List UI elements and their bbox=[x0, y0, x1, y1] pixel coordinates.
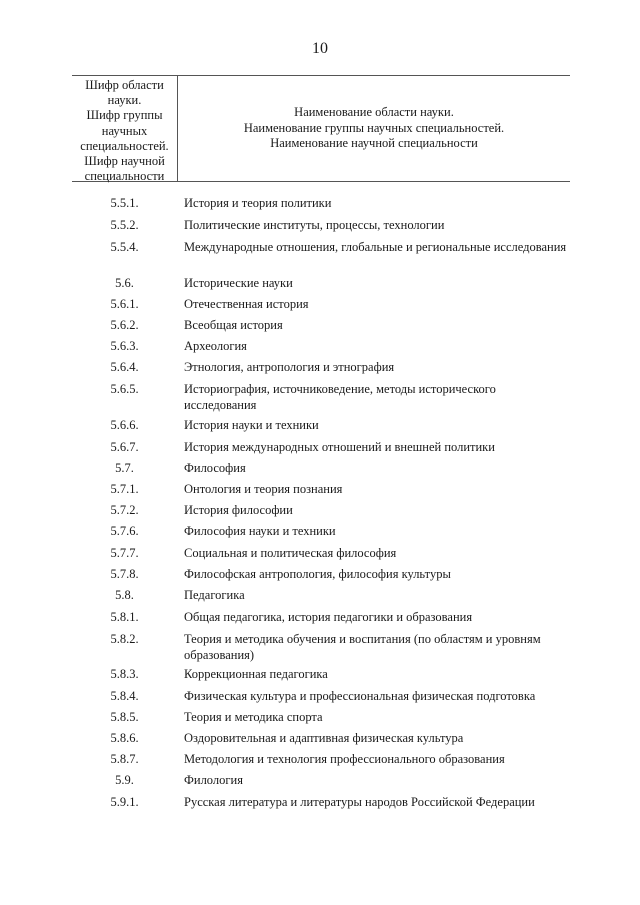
header-code-line: специальности bbox=[84, 169, 165, 184]
header-name-line: Наименование научной специальности bbox=[270, 136, 478, 150]
specialty-name: История международных отношений и внешней политики bbox=[184, 440, 495, 454]
specialty-code: 5.6.3. bbox=[110, 339, 139, 353]
specialty-code: 5.6.1. bbox=[110, 297, 139, 311]
specialty-name: Педагогика bbox=[184, 588, 245, 602]
specialty-code: 5.6.7. bbox=[110, 440, 139, 454]
specialty-name: Методология и технология профессионального образования bbox=[184, 752, 505, 766]
specialty-code: 5.8.6. bbox=[110, 731, 139, 745]
specialty-name: Общая педагогика, история педагогики и образования bbox=[184, 610, 473, 624]
specialty-code: 5.9. bbox=[115, 773, 134, 787]
header-name-line: Наименование группы научных специальностей. bbox=[243, 120, 505, 135]
specialty-name: Коррекционная педагогика bbox=[184, 667, 328, 681]
specialty-name: Международные отношения, глобальные и региональные исследования bbox=[184, 240, 567, 254]
specialty-name: История философии bbox=[184, 503, 293, 517]
specialty-code: 5.7.2. bbox=[110, 503, 139, 517]
specialty-code: 5.6.5. bbox=[110, 382, 139, 396]
specialty-name: История и теория политики bbox=[184, 196, 332, 210]
specialty-name: Теория и методика спорта bbox=[184, 710, 323, 724]
specialty-name: Историография, источниковедение, методы исторического исследования bbox=[184, 382, 496, 412]
header-code-line: науки. bbox=[107, 93, 142, 108]
specialty-name: Всеобщая история bbox=[184, 318, 283, 332]
specialty-name: Политические институты, процессы, технологии bbox=[184, 218, 445, 232]
specialty-code: 5.7. bbox=[115, 461, 134, 475]
specialty-code: 5.8.7. bbox=[110, 752, 139, 766]
header-code-line: научных bbox=[101, 123, 148, 138]
specialty-name: Филология bbox=[184, 773, 243, 787]
specialty-name: Этнология, антропология и этнография bbox=[184, 360, 395, 374]
header-code-line: Шифр области bbox=[85, 78, 164, 92]
specialty-code: 5.8.3. bbox=[110, 667, 139, 681]
specialty-code: 5.7.1. bbox=[110, 482, 139, 496]
specialty-name: Исторические науки bbox=[184, 276, 293, 290]
specialty-name: Физическая культура и профессиональная физическая подготовка bbox=[184, 689, 536, 703]
specialty-code: 5.8.2. bbox=[110, 632, 139, 646]
specialty-name: Отечественная история bbox=[184, 297, 309, 311]
table-top-border bbox=[72, 75, 570, 76]
specialty-code: 5.8.1. bbox=[110, 610, 139, 624]
header-code-line: Шифр группы bbox=[86, 108, 163, 123]
specialty-code: 5.7.6. bbox=[110, 524, 139, 538]
specialty-name: Русская литература и литературы народов Российской Федерации bbox=[184, 795, 535, 809]
specialty-name: Социальная и политическая философия bbox=[184, 546, 397, 560]
header-code-line: Шифр научной bbox=[84, 154, 165, 169]
specialty-code: 5.5.1. bbox=[110, 196, 139, 210]
header-name-line: Наименование области науки. bbox=[294, 105, 454, 119]
specialty-code: 5.6.6. bbox=[110, 418, 139, 432]
page-number: 10 bbox=[312, 40, 328, 57]
specialty-code: 5.8.5. bbox=[110, 710, 139, 724]
specialty-name: Философия науки и техники bbox=[184, 524, 336, 538]
specialty-name: Философская антропология, философия культуры bbox=[184, 567, 451, 581]
specialty-name: Оздоровительная и адаптивная физическая культура bbox=[184, 731, 464, 745]
specialty-code: 5.6.4. bbox=[110, 360, 139, 374]
header-code-line: специальностей. bbox=[80, 138, 169, 153]
specialty-code: 5.6. bbox=[115, 276, 134, 290]
specialty-code: 5.8.4. bbox=[110, 689, 139, 703]
header-code-column bbox=[72, 78, 177, 184]
header-name-column bbox=[178, 105, 570, 152]
specialty-code: 5.7.8. bbox=[110, 567, 139, 581]
specialty-name: Теория и методика обучения и воспитания (по областям и уровням образования) bbox=[184, 632, 541, 662]
specialty-code: 5.6.2. bbox=[110, 318, 139, 332]
specialty-name: История науки и техники bbox=[184, 418, 319, 432]
specialty-code: 5.5.4. bbox=[110, 240, 139, 254]
specialty-code: 5.8. bbox=[115, 588, 134, 602]
specialty-name: Археология bbox=[184, 339, 247, 353]
specialty-code: 5.5.2. bbox=[110, 218, 139, 232]
specialty-code: 5.7.7. bbox=[110, 546, 139, 560]
specialty-name: Онтология и теория познания bbox=[184, 482, 343, 496]
specialty-code: 5.9.1. bbox=[110, 795, 139, 809]
specialty-name: Философия bbox=[184, 461, 246, 475]
